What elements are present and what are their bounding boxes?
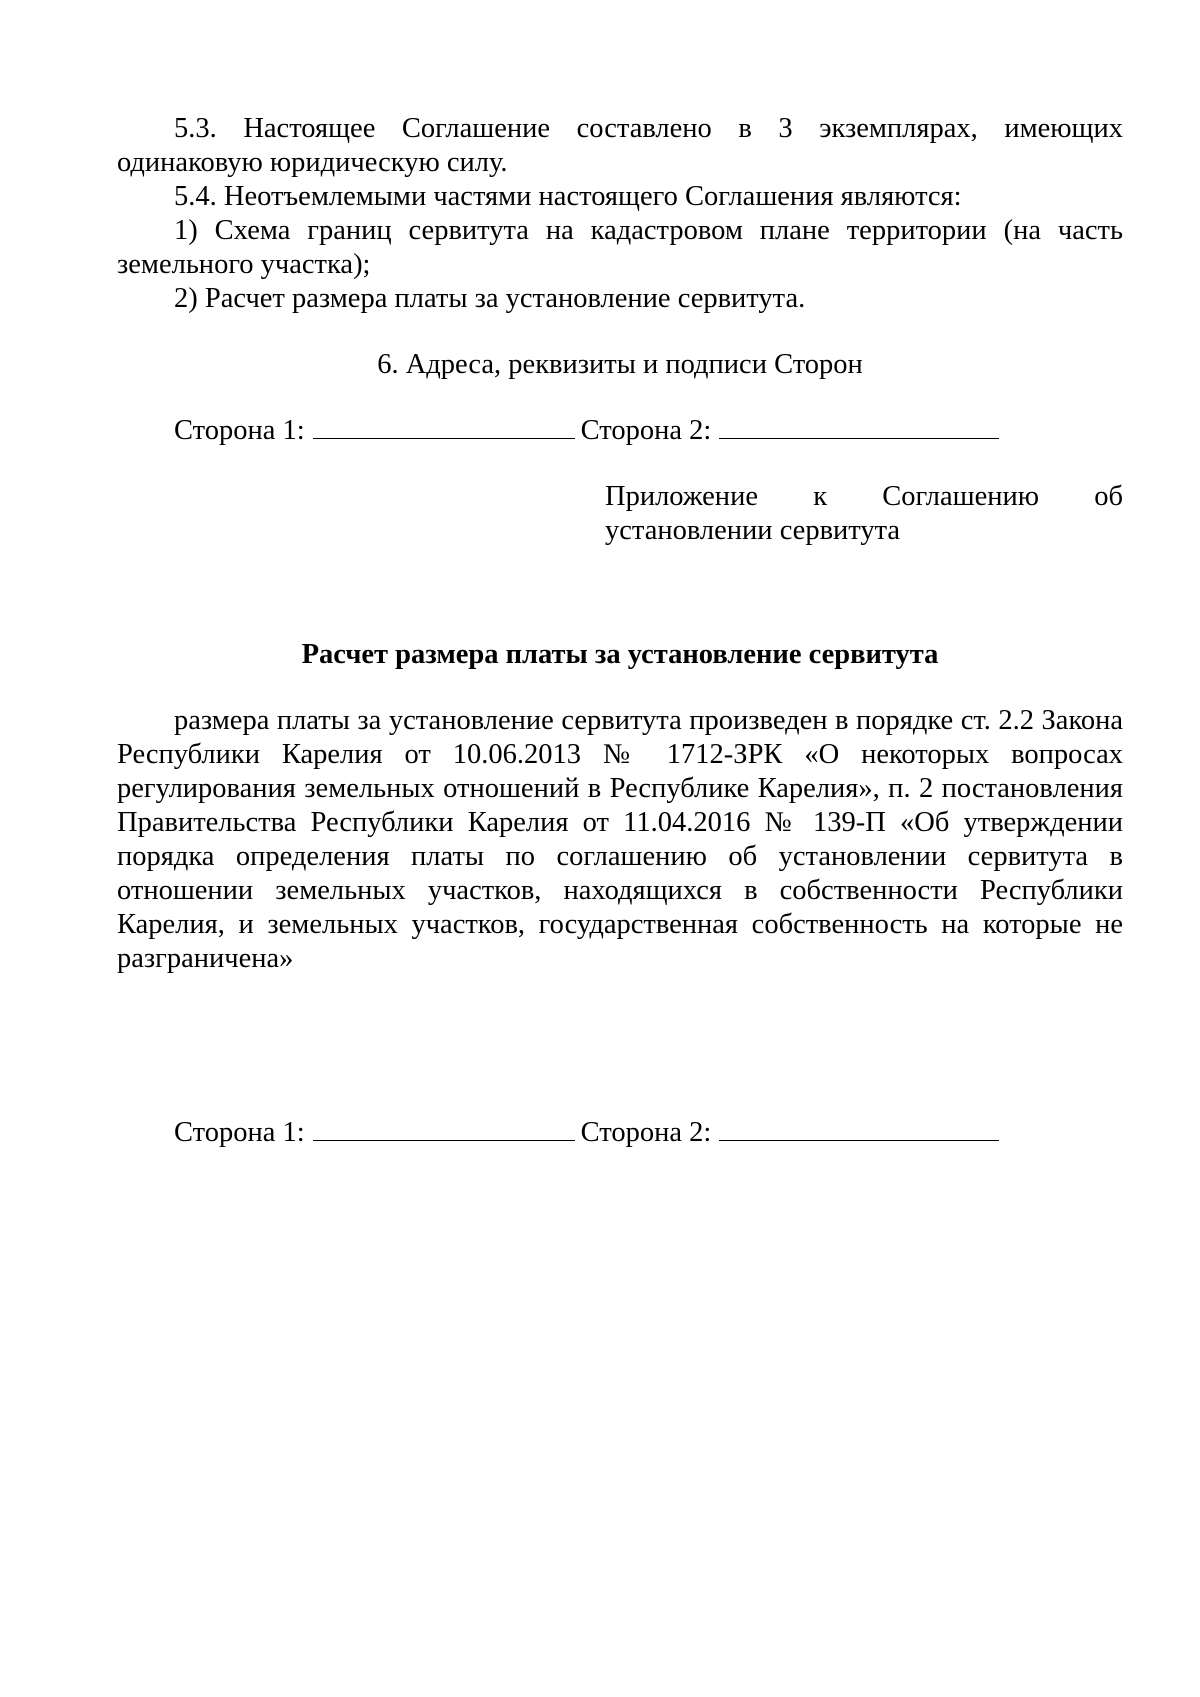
party-2-signature-line <box>719 437 999 439</box>
party-1-signature-line <box>313 1139 575 1141</box>
party-1-signature-line <box>313 437 575 439</box>
clause-5-3: 5.3. Настоящее Соглашение составлено в 3 экземплярах, имеющих одинаковую юридическую силу. <box>117 113 1123 178</box>
party-2-signature-line <box>719 1139 999 1141</box>
party-1-label: Сторона 1: <box>174 1117 305 1148</box>
party-2-label: Сторона 2: <box>580 415 712 446</box>
clause-5-4: 5.4. Неотъемлемыми частями настоящего Соглашения являются: <box>174 181 962 212</box>
party-2-label: Сторона 2: <box>580 1117 712 1148</box>
annex-header <box>605 480 1123 548</box>
signature-row-bottom <box>117 1116 1123 1150</box>
calculation-body: размера платы за установление сервитута произведен в порядке ст. 2.2 Закона Республики Карелия от 10.06.2013 № 1712-ЗРК «О некоторых вопросах регулирования земельных отношений в Республике Карелия», п. 2 постановления Правительства Республики Карелия от 11.04.2016 № 139-П «Об утверждении порядка определения платы по соглашению об установлении сервитута в отношении земельных участков, находящихся в собственности Республики Карелия, и земельных участков, государственная собственность на которые не разграничена» <box>117 705 1123 974</box>
signature-row-top <box>117 414 1123 448</box>
document-page <box>117 112 1123 1150</box>
annex-header-line-1: Приложение к Соглашению об <box>605 481 1123 512</box>
party-1-label: Сторона 1: <box>174 415 305 446</box>
clause-5-4-item-1: 1) Схема границ сервитута на кадастровом плане территории (на часть земельного участка); <box>117 215 1123 280</box>
calculation-title: Расчет размера платы за установление сервитута <box>301 639 939 670</box>
section-6-title: 6. Адреса, реквизиты и подписи Сторон <box>377 349 863 380</box>
clause-5-4-item-2: 2) Расчет размера платы за установление сервитута. <box>174 283 806 314</box>
annex-header-line-2: установлении сервитута <box>605 515 901 546</box>
